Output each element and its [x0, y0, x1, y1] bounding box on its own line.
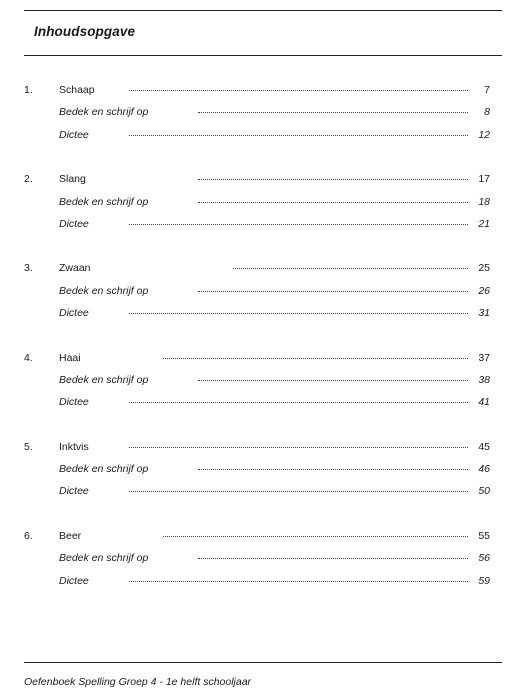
page-number: 59 [478, 574, 490, 587]
item-title: Bedek en schrijf op [59, 106, 149, 119]
chapter-number: 4. [24, 351, 33, 364]
toc-item-row [0, 372, 524, 388]
toc-chapter-row [0, 82, 524, 98]
toc-item-row [0, 305, 524, 321]
page-number: 18 [478, 195, 490, 208]
toc-item-row [0, 216, 524, 232]
page-number: 55 [478, 530, 490, 542]
chapter-number: 6. [24, 530, 33, 542]
page-number: 50 [478, 485, 490, 498]
footer-text: Oefenboek Spelling Groep 4 - 1e helft schooljaar [24, 676, 252, 688]
dot-leader [163, 358, 468, 359]
dot-leader [198, 558, 468, 559]
page-number: 45 [478, 440, 490, 453]
toc-item-row [0, 194, 524, 210]
toc-item-row [0, 127, 524, 143]
item-title: Dictee [59, 128, 89, 141]
dot-leader [198, 202, 468, 203]
toc-item-row [0, 461, 524, 477]
dot-leader [198, 469, 468, 470]
page-number: 25 [478, 262, 490, 275]
page-number: 7 [484, 84, 490, 96]
dot-leader [233, 268, 468, 269]
toc-chapter-row [0, 171, 524, 187]
item-title: Dictee [59, 485, 89, 498]
item-title: Dictee [59, 396, 89, 409]
page-number: 21 [478, 217, 490, 230]
chapter-title: Inktvis [59, 440, 89, 453]
chapter-number: 3. [24, 262, 33, 275]
toc-chapter-row [0, 439, 524, 455]
page-number: 31 [478, 307, 490, 319]
dot-leader [129, 402, 468, 403]
item-title: Bedek en schrijf op [59, 373, 149, 386]
item-title: Dictee [59, 574, 89, 587]
item-title: Dictee [59, 217, 89, 230]
dot-leader [198, 380, 468, 381]
chapter-title: Schaap [59, 84, 95, 96]
dot-leader [129, 581, 468, 582]
page-number: 12 [478, 128, 490, 141]
chapter-title: Haai [59, 351, 81, 364]
toc-item-row [0, 394, 524, 410]
item-title: Bedek en schrijf op [59, 195, 149, 208]
toc-item-row [0, 104, 524, 120]
page-number: 37 [478, 351, 490, 364]
chapter-title: Zwaan [59, 262, 91, 275]
toc-chapter-row [0, 528, 524, 544]
page-number: 46 [478, 463, 490, 476]
chapter-number: 1. [24, 84, 33, 96]
dot-leader [198, 112, 468, 113]
toc-chapter-row [0, 260, 524, 276]
chapter-title: Slang [59, 173, 86, 186]
page-number: 56 [478, 552, 490, 565]
toc-chapter-row [0, 350, 524, 366]
dot-leader [129, 224, 468, 225]
dot-leader [129, 447, 468, 448]
dot-leader [163, 536, 468, 537]
dot-leader [129, 313, 468, 314]
page-number: 38 [478, 373, 490, 386]
toc-item-row [0, 550, 524, 566]
chapter-number: 2. [24, 173, 33, 186]
chapter-title: Beer [59, 530, 82, 542]
page-number: 26 [478, 284, 490, 297]
dot-leader [198, 291, 468, 292]
dot-leader [198, 179, 468, 180]
page-number: 41 [478, 396, 490, 409]
footer-rule [24, 662, 502, 663]
toc-item-row [0, 573, 524, 589]
item-title: Bedek en schrijf op [59, 463, 149, 476]
item-title: Bedek en schrijf op [59, 552, 149, 565]
item-title: Bedek en schrijf op [59, 284, 149, 297]
page-number: 8 [484, 106, 490, 119]
dot-leader [129, 491, 468, 492]
toc-item-row [0, 283, 524, 299]
dot-leader [129, 90, 468, 91]
page-title: Inhoudsopgave [34, 24, 136, 39]
dot-leader [129, 135, 468, 136]
item-title: Dictee [59, 307, 89, 319]
chapter-number: 5. [24, 440, 33, 453]
toc-item-row [0, 483, 524, 499]
page-number: 17 [478, 173, 490, 186]
